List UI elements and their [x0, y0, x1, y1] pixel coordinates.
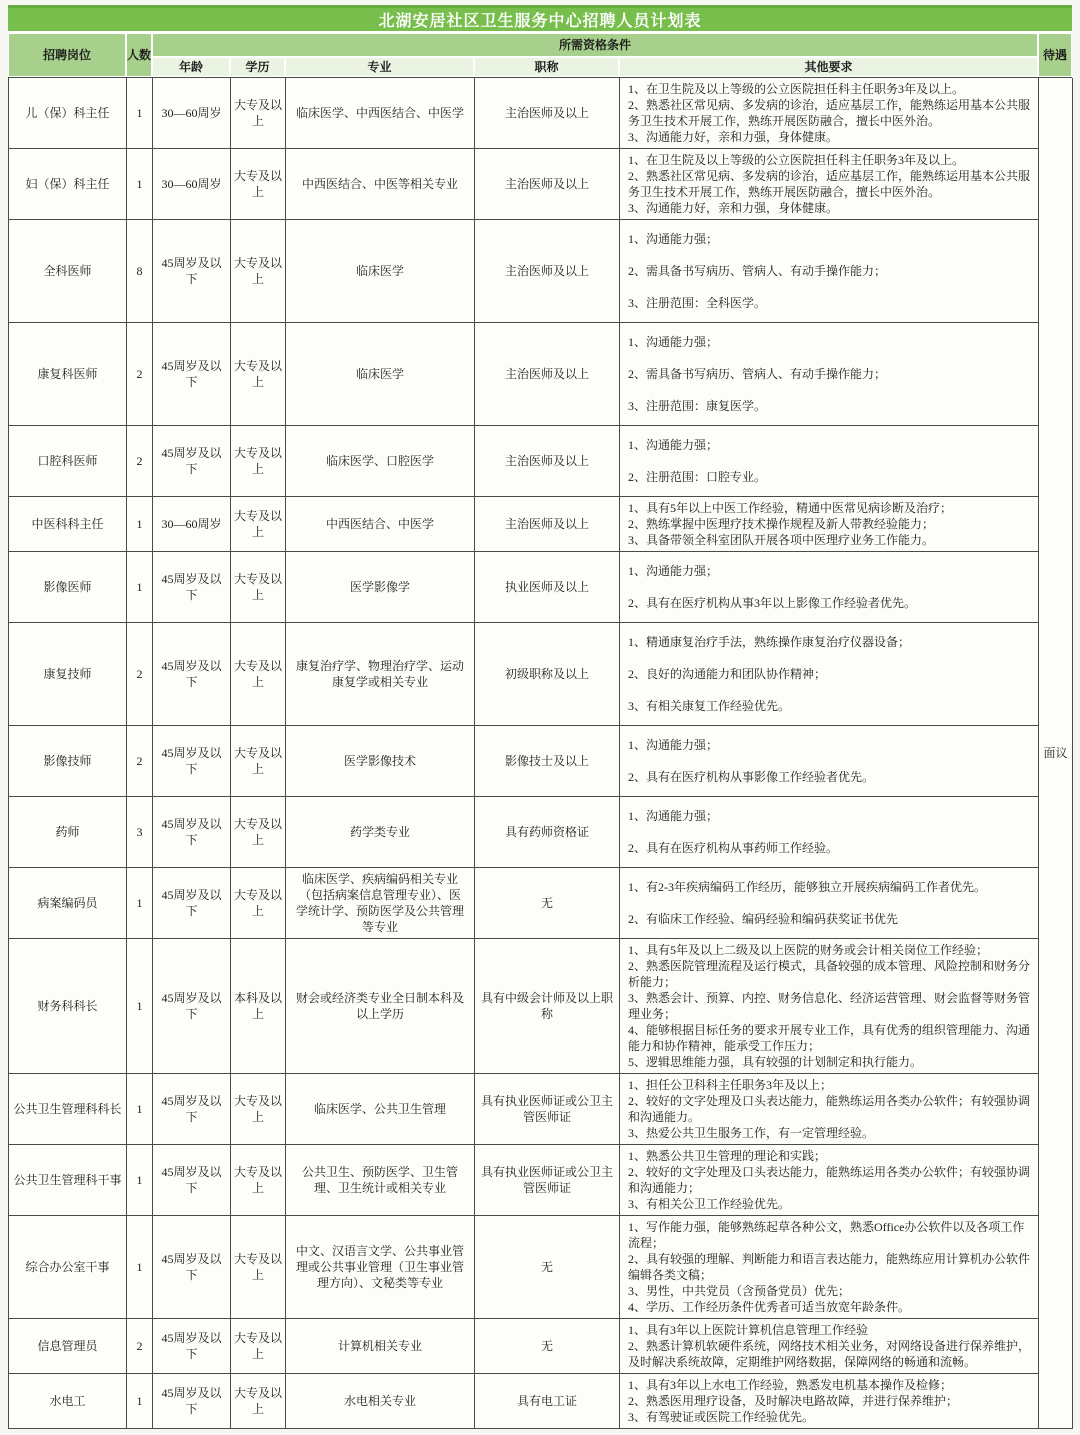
requirement-item: 3、沟通能力好，亲和力强，身体健康。	[628, 130, 839, 144]
job-title-cell: 无	[475, 1319, 620, 1374]
major-cell: 临床医学、口腔医学	[286, 426, 475, 497]
major-cell: 临床医学、中西医结合、中医学	[286, 78, 475, 149]
requirement-item: 2、具有在医疗机构从事药师工作经验。	[628, 841, 839, 855]
count-cell: 8	[127, 220, 153, 323]
requirement-item: 4、能够根据目标任务的要求开展专业工作，具有优秀的组织管理能力、沟通能力和协作精神，能承受工作压力；	[628, 1023, 1031, 1053]
position-cell: 病案编码员	[9, 868, 127, 939]
major-cell: 医学影像学	[286, 552, 475, 623]
age-cell: 45周岁及以下	[153, 868, 231, 939]
requirement-item: 1、熟悉公共卫生管理的理论和实践；	[628, 1149, 827, 1163]
column-header-age: 年龄	[152, 57, 230, 77]
major-cell: 中文、汉语言文学、公共事业管理或公共事业管理（卫生事业管理方向）、文秘类等专业	[286, 1216, 475, 1319]
count-cell: 1	[127, 868, 153, 939]
requirement-item: 1、具有5年及以上二级及以上医院的财务或会计相关岗位工作经验；	[628, 943, 989, 957]
job-title-cell: 具有电工证	[475, 1374, 620, 1429]
page-title: 北湖安居社区卫生服务中心招聘人员计划表	[378, 13, 702, 30]
requirement-item: 1、担任公卫科科主任职务3年及以上；	[628, 1078, 833, 1092]
requirement-item: 1、沟通能力强；	[628, 232, 719, 246]
column-header-major: 专业	[285, 57, 474, 77]
requirements-cell	[620, 868, 1039, 939]
age-cell: 45周岁及以下	[153, 797, 231, 868]
requirement-item: 1、沟通能力强；	[628, 335, 719, 349]
job-title-cell: 无	[475, 868, 620, 939]
requirements-cell	[620, 1145, 1039, 1216]
position-cell: 康复科医师	[9, 323, 127, 426]
position-cell: 影像医师	[9, 552, 127, 623]
age-cell: 45周岁及以下	[153, 1216, 231, 1319]
major-cell: 康复治疗学、物理治疗学、运动康复学或相关专业	[286, 623, 475, 726]
major-cell: 临床医学、疾病编码相关专业（包括病案信息管理专业）、医学统计学、预防医学及公共管理等专业	[286, 868, 475, 939]
job-title-cell: 无	[475, 1216, 620, 1319]
requirement-item: 2、有临床工作经验、编码经验和编码获奖证书优先	[628, 912, 899, 926]
requirement-item: 1、具有3年以上水电工作经验，熟悉发电机基本操作及检修；	[628, 1378, 953, 1392]
age-cell: 45周岁及以下	[153, 323, 231, 426]
column-header-job-title: 职称	[474, 57, 619, 77]
position-cell: 妇（保）科主任	[9, 149, 127, 220]
requirements-cell	[620, 426, 1039, 497]
column-header-treatment: 待遇	[1038, 33, 1072, 77]
job-title-cell: 主治医师及以上	[475, 220, 620, 323]
requirements-cell	[620, 1074, 1039, 1145]
requirement-item: 2、熟悉计算机软硬件系统，网络技术相关业务，对网络设备进行保养维护，及时解决系统故障，定期维护网络数据，保障网络的畅通和流畅。	[628, 1339, 1031, 1369]
education-cell: 大专及以上	[231, 426, 286, 497]
requirement-item: 2、具有较强的理解、判断能力和语言表达能力，能熟练应用计算机办公软件编辑各类文稿；	[628, 1252, 1031, 1282]
requirement-item: 1、精通康复治疗手法，熟练操作康复治疗仪器设备；	[628, 635, 911, 649]
education-cell: 大专及以上	[231, 552, 286, 623]
job-title-cell: 具有执业医师证或公卫主管医师证	[475, 1145, 620, 1216]
requirement-item: 2、熟悉医院管理流程及运行模式，具备较强的成本管理、风险控制和财务分析能力；	[628, 959, 1031, 989]
education-cell: 大专及以上	[231, 497, 286, 552]
major-cell: 医学影像技术	[286, 726, 475, 797]
column-header-qualifications: 所需资格条件	[152, 33, 1038, 57]
age-cell: 45周岁及以下	[153, 426, 231, 497]
education-cell: 大专及以上	[231, 78, 286, 149]
education-cell: 大专及以上	[231, 149, 286, 220]
major-cell: 计算机相关专业	[286, 1319, 475, 1374]
requirement-item: 1、沟通能力强；	[628, 438, 719, 452]
education-cell: 本科及以上	[231, 939, 286, 1074]
major-cell: 药学类专业	[286, 797, 475, 868]
requirements-cell	[620, 1319, 1039, 1374]
age-cell: 45周岁及以下	[153, 220, 231, 323]
requirement-item: 3、具备带领全科室团队开展各项中医理疗业务工作能力。	[628, 533, 935, 547]
requirement-item: 2、熟悉社区常见病、多发病的诊治，适应基层工作，能熟练运用基本公共服务卫生技术开展工作，熟练开展医防融合，擅长中医外治。	[628, 98, 1031, 128]
requirement-item: 3、沟通能力好，亲和力强，身体健康。	[628, 201, 839, 215]
requirement-item: 2、熟悉医用理疗设备，及时解决电路故障，并进行保养维护；	[628, 1394, 959, 1408]
education-cell: 大专及以上	[231, 868, 286, 939]
job-title-cell: 具有药师资格证	[475, 797, 620, 868]
job-title-cell: 主治医师及以上	[475, 426, 620, 497]
job-title-cell: 主治医师及以上	[475, 323, 620, 426]
major-cell: 财会或经济类专业全日制本科及以上学历	[286, 939, 475, 1074]
requirements-cell	[620, 1374, 1039, 1429]
requirements-cell	[620, 797, 1039, 868]
age-cell: 45周岁及以下	[153, 1145, 231, 1216]
age-cell: 30—60周岁	[153, 497, 231, 552]
position-cell: 中医科科主任	[9, 497, 127, 552]
education-cell: 大专及以上	[231, 323, 286, 426]
position-cell: 公共卫生管理科科长	[9, 1074, 127, 1145]
job-title-cell: 主治医师及以上	[475, 149, 620, 220]
requirement-item: 1、沟通能力强；	[628, 738, 719, 752]
table-title-bar	[8, 5, 1072, 33]
job-title-cell: 执业医师及以上	[475, 552, 620, 623]
requirements-cell	[620, 623, 1039, 726]
education-cell: 大专及以上	[231, 797, 286, 868]
count-cell: 2	[127, 1319, 153, 1374]
treatment-value: 面议	[1039, 78, 1073, 1429]
requirement-item: 1、在卫生院及以上等级的公立医院担任科主任职务3年及以上。	[628, 82, 965, 96]
requirement-item: 1、写作能力强，能够熟练起草各种公文，熟悉Office办公软件以及各项工作流程；	[628, 1220, 1025, 1250]
column-header-other: 其他要求	[619, 57, 1038, 77]
requirement-item: 3、热爱公共卫生服务工作，有一定管理经验。	[628, 1126, 875, 1140]
count-cell: 1	[127, 78, 153, 149]
job-title-cell: 影像技士及以上	[475, 726, 620, 797]
count-cell: 2	[127, 726, 153, 797]
requirement-item: 2、熟练掌握中医理疗技术操作规程及新人带教经验能力；	[628, 517, 935, 531]
age-cell: 30—60周岁	[153, 78, 231, 149]
position-cell: 公共卫生管理科干事	[9, 1145, 127, 1216]
count-cell: 1	[127, 552, 153, 623]
job-title-cell: 具有执业医师证或公卫主管医师证	[475, 1074, 620, 1145]
major-cell: 临床医学	[286, 323, 475, 426]
requirement-item: 3、注册范围：全科医学。	[628, 296, 767, 310]
requirement-item: 2、具有在医疗机构从事影像工作经验者优先。	[628, 770, 875, 784]
requirement-item: 3、熟悉会计、预算、内控、财务信息化、经济运营管理、财会监督等财务管理业务；	[628, 991, 1031, 1021]
age-cell: 45周岁及以下	[153, 939, 231, 1074]
age-cell: 45周岁及以下	[153, 623, 231, 726]
requirement-item: 2、具有在医疗机构从事3年以上影像工作经验者优先。	[628, 596, 917, 610]
education-cell: 大专及以上	[231, 1374, 286, 1429]
requirement-item: 2、注册范围：口腔专业。	[628, 470, 767, 484]
count-cell: 1	[127, 1216, 153, 1319]
count-cell: 2	[127, 426, 153, 497]
requirement-item: 2、需具备书写病历、管病人、有动手操作能力；	[628, 367, 887, 381]
requirements-cell	[620, 552, 1039, 623]
requirement-item: 1、沟通能力强；	[628, 564, 719, 578]
job-title-cell: 具有中级会计师及以上职称	[475, 939, 620, 1074]
requirement-item: 3、男性，中共党员（含预备党员）优先；	[628, 1284, 851, 1298]
position-cell: 儿（保）科主任	[9, 78, 127, 149]
requirement-item: 1、沟通能力强；	[628, 809, 719, 823]
position-cell: 全科医师	[9, 220, 127, 323]
table-header	[8, 33, 1072, 77]
requirement-item: 1、具有5年以上中医工作经验，精通中医常见病诊断及治疗；	[628, 501, 953, 515]
requirements-cell	[620, 78, 1039, 149]
column-header-count: 人数	[126, 33, 152, 77]
requirements-cell	[620, 726, 1039, 797]
requirement-item: 2、熟悉社区常见病、多发病的诊治，适应基层工作，能熟练运用基本公共服务卫生技术开展工作，熟练开展医防融合，擅长中医外治。	[628, 169, 1031, 199]
major-cell: 临床医学、公共卫生管理	[286, 1074, 475, 1145]
requirement-item: 3、注册范围：康复医学。	[628, 399, 767, 413]
major-cell: 水电相关专业	[286, 1374, 475, 1429]
requirement-item: 2、较好的文字处理及口头表达能力，能熟练运用各类办公软件；有较强协调和沟通能力。	[628, 1094, 1031, 1124]
education-cell: 大专及以上	[231, 726, 286, 797]
requirement-item: 3、有相关公卫工作经验优先。	[628, 1197, 791, 1211]
requirement-item: 3、有驾驶证或医院工作经验优先。	[628, 1410, 815, 1424]
major-cell: 中西医结合、中医等相关专业	[286, 149, 475, 220]
requirement-item: 5、逻辑思维能力强，具有较强的计划制定和执行能力。	[628, 1055, 923, 1069]
requirements-cell	[620, 939, 1039, 1074]
major-cell: 公共卫生、预防医学、卫生管理、卫生统计或相关专业	[286, 1145, 475, 1216]
education-cell: 大专及以上	[231, 1145, 286, 1216]
education-cell: 大专及以上	[231, 623, 286, 726]
requirement-item: 1、在卫生院及以上等级的公立医院担任科主任职务3年及以上。	[628, 153, 965, 167]
requirement-item: 2、良好的沟通能力和团队协作精神；	[628, 667, 827, 681]
age-cell: 45周岁及以下	[153, 1374, 231, 1429]
position-cell: 口腔科医师	[9, 426, 127, 497]
count-cell: 1	[127, 1374, 153, 1429]
position-cell: 财务科科长	[9, 939, 127, 1074]
age-cell: 45周岁及以下	[153, 1074, 231, 1145]
job-title-cell: 主治医师及以上	[475, 78, 620, 149]
count-cell: 1	[127, 939, 153, 1074]
column-header-position: 招聘岗位	[8, 33, 126, 77]
count-cell: 1	[127, 497, 153, 552]
position-cell: 综合办公室干事	[9, 1216, 127, 1319]
age-cell: 45周岁及以下	[153, 726, 231, 797]
position-cell: 水电工	[9, 1374, 127, 1429]
count-cell: 2	[127, 323, 153, 426]
column-header-education: 学历	[230, 57, 285, 77]
age-cell: 45周岁及以下	[153, 1319, 231, 1374]
requirement-item: 2、较好的文字处理及口头表达能力，能熟练运用各类办公软件；有较强协调和沟通能力；	[628, 1165, 1031, 1195]
education-cell: 大专及以上	[231, 1216, 286, 1319]
position-cell: 药师	[9, 797, 127, 868]
job-title-cell: 初级职称及以上	[475, 623, 620, 726]
position-cell: 影像技师	[9, 726, 127, 797]
education-cell: 大专及以上	[231, 220, 286, 323]
education-cell: 大专及以上	[231, 1074, 286, 1145]
major-cell: 临床医学	[286, 220, 475, 323]
requirements-cell	[620, 1216, 1039, 1319]
count-cell: 2	[127, 623, 153, 726]
requirements-cell	[620, 149, 1039, 220]
job-title-cell: 主治医师及以上	[475, 497, 620, 552]
requirements-cell	[620, 323, 1039, 426]
position-cell: 信息管理员	[9, 1319, 127, 1374]
count-cell: 1	[127, 1074, 153, 1145]
position-cell: 康复技师	[9, 623, 127, 726]
count-cell: 1	[127, 1145, 153, 1216]
major-cell: 中西医结合、中医学	[286, 497, 475, 552]
requirement-item: 4、学历、工作经历条件优秀者可适当放宽年龄条件。	[628, 1300, 911, 1314]
requirements-cell	[620, 497, 1039, 552]
requirement-item: 2、需具备书写病历、管病人、有动手操作能力；	[628, 264, 887, 278]
count-cell: 3	[127, 797, 153, 868]
education-cell: 大专及以上	[231, 1319, 286, 1374]
count-cell: 1	[127, 149, 153, 220]
requirement-item: 3、有相关康复工作经验优先。	[628, 699, 791, 713]
age-cell: 30—60周岁	[153, 149, 231, 220]
requirement-item: 1、有2-3年疾病编码工作经历，能够独立开展疾病编码工作者优先。	[628, 880, 986, 894]
age-cell: 45周岁及以下	[153, 552, 231, 623]
requirement-item: 1、具有3年以上医院计算机信息管理工作经验	[628, 1323, 869, 1337]
table-body	[8, 77, 1072, 1429]
requirements-cell	[620, 220, 1039, 323]
